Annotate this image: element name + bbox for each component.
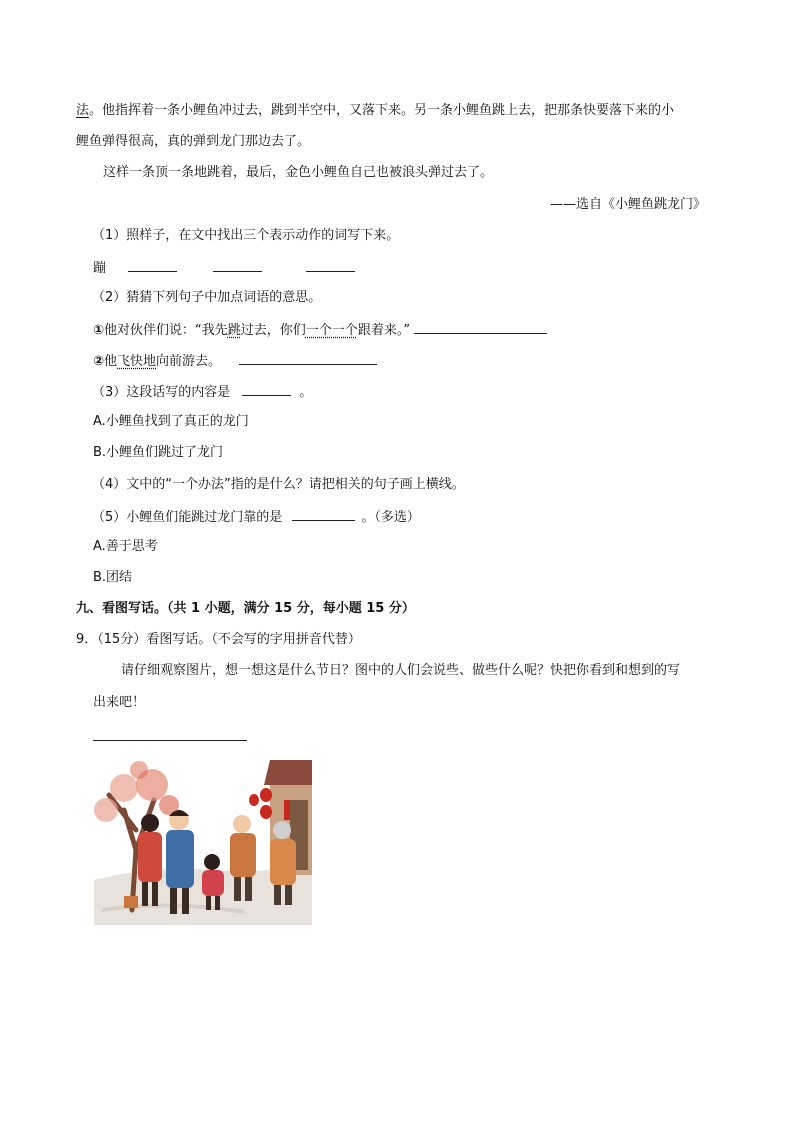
- question-5-option-b[interactable]: B.团结: [93, 570, 133, 585]
- passage-line-1: [76, 101, 674, 121]
- question-2-item-1: [93, 319, 547, 341]
- question-2-item-2: [93, 350, 377, 372]
- section-9-heading: 九、看图写话。（共 1 小题，满分 15 分，每小题 15 分）: [76, 601, 415, 616]
- dotted-word: 跳: [227, 323, 241, 338]
- answer-blank-3[interactable]: [306, 257, 355, 272]
- passage-line-3: 这样一条顶一条地跳着，最后，金色小鲤鱼自己也被浪头弹过去了。: [103, 165, 494, 180]
- passage-line-2: 鲤鱼弹得很高，真的弹到龙门那边去了。: [76, 134, 311, 149]
- dotted-word: 飞快地: [117, 354, 157, 369]
- passage-source: ——选自《小鲤鱼跳龙门》: [550, 197, 707, 212]
- answer-blank-q5[interactable]: [292, 506, 355, 521]
- answer-blank-2[interactable]: [213, 257, 262, 272]
- passage-word-fa: 法: [76, 103, 90, 118]
- question-3-option-a[interactable]: A.小鲤鱼找到了真正的龙门: [93, 414, 249, 429]
- answer-blank-q2-1[interactable]: [414, 319, 547, 334]
- question-5-option-a[interactable]: A.善于思考: [93, 539, 158, 554]
- question-1-prompt: （1）照样子，在文中找出三个表示动作的词写下来。: [92, 228, 400, 243]
- prompt-text: 。: [299, 385, 313, 400]
- sentence-text: 跟着来。”: [357, 323, 411, 338]
- sentence-text: 他: [104, 354, 118, 369]
- item-number: ①: [93, 323, 105, 338]
- answer-blank-1[interactable]: [128, 257, 177, 272]
- family-new-year-greeting-illustration: [94, 760, 312, 925]
- answer-blank-q2-2[interactable]: [239, 350, 377, 365]
- sentence-text: 向前游去。: [156, 354, 222, 369]
- passage-text: 。他指挥着一条小鲤鱼冲过去，跳到半空中，又落下来。另一条小鲤鱼跳上去，把那条快要落下来的小: [89, 103, 675, 118]
- question-5-prompt: [92, 506, 420, 528]
- writing-answer-line[interactable]: [93, 726, 247, 741]
- answer-blank-q3[interactable]: [242, 381, 291, 396]
- question-1-example-word: 蹦: [93, 261, 107, 276]
- item-number: ②: [93, 354, 105, 369]
- question-9-instruction-2: 出来吧！: [93, 695, 146, 710]
- question-4-prompt: （4）文中的“一个办法”指的是什么？请把相关的句子画上横线。: [92, 477, 465, 492]
- question-2-prompt: （2）猜猜下列句子中加点词语的意思。: [92, 290, 322, 305]
- question-9-instruction-1: 请仔细观察图片，想一想这是什么节日？图中的人们会说些、做些什么呢？快把你看到和想到的写: [121, 663, 681, 678]
- question-3-option-b[interactable]: B.小鲤鱼们跳过了龙门: [93, 445, 224, 460]
- question-3-prompt: [92, 381, 312, 403]
- dotted-word: 一个一个: [305, 323, 358, 338]
- question-9-title: 9．（15分）看图写话。（不会写的字用拼音代替）: [76, 632, 361, 647]
- prompt-text: （5）小鲤鱼们能跳过龙门靠的是: [92, 510, 283, 525]
- prompt-text: 。（多选）: [361, 510, 420, 525]
- question-1-answer-row: [93, 257, 355, 279]
- sentence-text: 他对伙伴们说：“我先: [104, 323, 228, 338]
- sentence-text: 过去，你们: [240, 323, 306, 338]
- prompt-text: （3）这段话写的内容是: [92, 385, 231, 400]
